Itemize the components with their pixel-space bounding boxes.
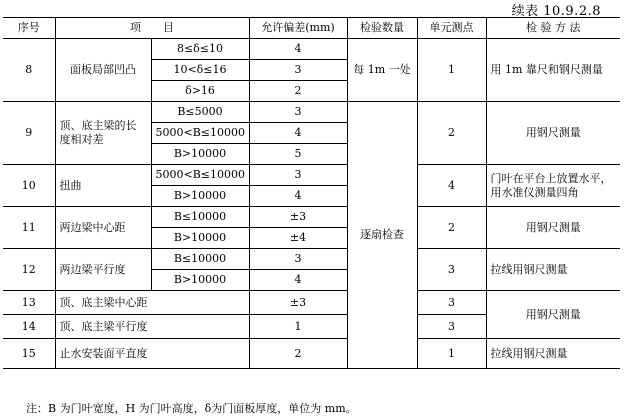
row-method: 拉线用钢尺测量 bbox=[486, 339, 620, 369]
row-item: 两边梁中心距 bbox=[55, 207, 151, 249]
table-row bbox=[3, 339, 620, 369]
header-no: 序号 bbox=[3, 18, 55, 39]
header-unit: 单元测点 bbox=[417, 18, 486, 39]
row-qty: 每 1m 一处 bbox=[347, 39, 417, 102]
table-row bbox=[3, 249, 620, 270]
row-method: 用钢尺测量 bbox=[486, 207, 620, 249]
row-tolerance: 2 bbox=[249, 81, 347, 102]
row-tolerance: 4 bbox=[249, 39, 347, 60]
table-footnote: 注：B 为门叶宽度，H 为门叶高度，δ为门面板厚度，单位为 mm。 bbox=[26, 402, 357, 415]
row-method: 用 1m 靠尺和钢尺测量 bbox=[486, 39, 620, 102]
row-unit: 3 bbox=[417, 315, 486, 339]
row-item: 止水安装面平直度 bbox=[55, 339, 249, 369]
row-no: 11 bbox=[3, 207, 55, 249]
row-no: 15 bbox=[3, 339, 55, 369]
row-no: 9 bbox=[3, 102, 55, 165]
row-unit: 3 bbox=[417, 291, 486, 315]
row-condition: B>10000 bbox=[151, 270, 249, 291]
row-unit: 3 bbox=[417, 249, 486, 291]
row-condition: B≤10000 bbox=[151, 207, 249, 228]
row-item: 顶、底主梁中心距 bbox=[55, 291, 249, 315]
row-tolerance: 4 bbox=[249, 123, 347, 144]
row-no: 10 bbox=[3, 165, 55, 207]
table-caption: 续表 10.9.2.8 bbox=[511, 4, 601, 19]
row-tolerance: 4 bbox=[249, 186, 347, 207]
row-qty-merged: 逐扇检查 bbox=[347, 102, 417, 369]
table-row bbox=[3, 39, 620, 60]
header-row bbox=[3, 18, 620, 39]
row-condition: 5000<B≤10000 bbox=[151, 165, 249, 186]
row-condition: B≤5000 bbox=[151, 102, 249, 123]
table-row bbox=[3, 102, 620, 123]
row-no: 13 bbox=[3, 291, 55, 315]
row-method: 拉线用钢尺测量 bbox=[486, 249, 620, 291]
row-condition: δ>16 bbox=[151, 81, 249, 102]
row-item: 面板局部凹凸 bbox=[55, 39, 151, 102]
row-unit: 2 bbox=[417, 207, 486, 249]
row-item: 顶、底主梁平行度 bbox=[55, 315, 249, 339]
row-method: 用钢尺测量 bbox=[486, 102, 620, 165]
row-item: 顶、底主梁的长度相对差 bbox=[55, 102, 151, 165]
row-method: 用钢尺测量 bbox=[486, 291, 620, 339]
row-tolerance: ±4 bbox=[249, 228, 347, 249]
row-no: 14 bbox=[3, 315, 55, 339]
row-tolerance: 3 bbox=[249, 249, 347, 270]
inspection-table bbox=[3, 17, 620, 369]
row-condition: 10<δ≤16 bbox=[151, 60, 249, 81]
table-row bbox=[3, 165, 620, 186]
row-tolerance: 5 bbox=[249, 144, 347, 165]
row-no: 12 bbox=[3, 249, 55, 291]
header-tolerance: 允许偏差(mm) bbox=[249, 18, 347, 39]
row-method: 门叶在平台上放置水平，用水准仪测量四角 bbox=[486, 165, 620, 207]
row-condition: 8≤δ≤10 bbox=[151, 39, 249, 60]
row-condition: B>10000 bbox=[151, 144, 249, 165]
row-tolerance: 3 bbox=[249, 60, 347, 81]
row-tolerance: 1 bbox=[249, 315, 347, 339]
row-condition: B>10000 bbox=[151, 228, 249, 249]
row-condition: 5000<B≤10000 bbox=[151, 123, 249, 144]
row-item: 两边梁平行度 bbox=[55, 249, 151, 291]
row-tolerance: 3 bbox=[249, 102, 347, 123]
table-row bbox=[3, 207, 620, 228]
row-unit: 1 bbox=[417, 339, 486, 369]
header-item: 项 目 bbox=[55, 18, 249, 39]
row-condition: B>10000 bbox=[151, 186, 249, 207]
row-tolerance: ±3 bbox=[249, 207, 347, 228]
header-method: 检 验 方 法 bbox=[486, 18, 620, 39]
row-item: 扭曲 bbox=[55, 165, 151, 207]
table-row bbox=[3, 291, 620, 315]
row-unit: 1 bbox=[417, 39, 486, 102]
row-condition: B≤10000 bbox=[151, 249, 249, 270]
row-tolerance: ±3 bbox=[249, 291, 347, 315]
row-unit: 2 bbox=[417, 102, 486, 165]
row-tolerance: 3 bbox=[249, 165, 347, 186]
row-tolerance: 4 bbox=[249, 270, 347, 291]
row-unit: 4 bbox=[417, 165, 486, 207]
row-tolerance: 2 bbox=[249, 339, 347, 369]
header-qty: 检验数量 bbox=[347, 18, 417, 39]
row-no: 8 bbox=[3, 39, 55, 102]
